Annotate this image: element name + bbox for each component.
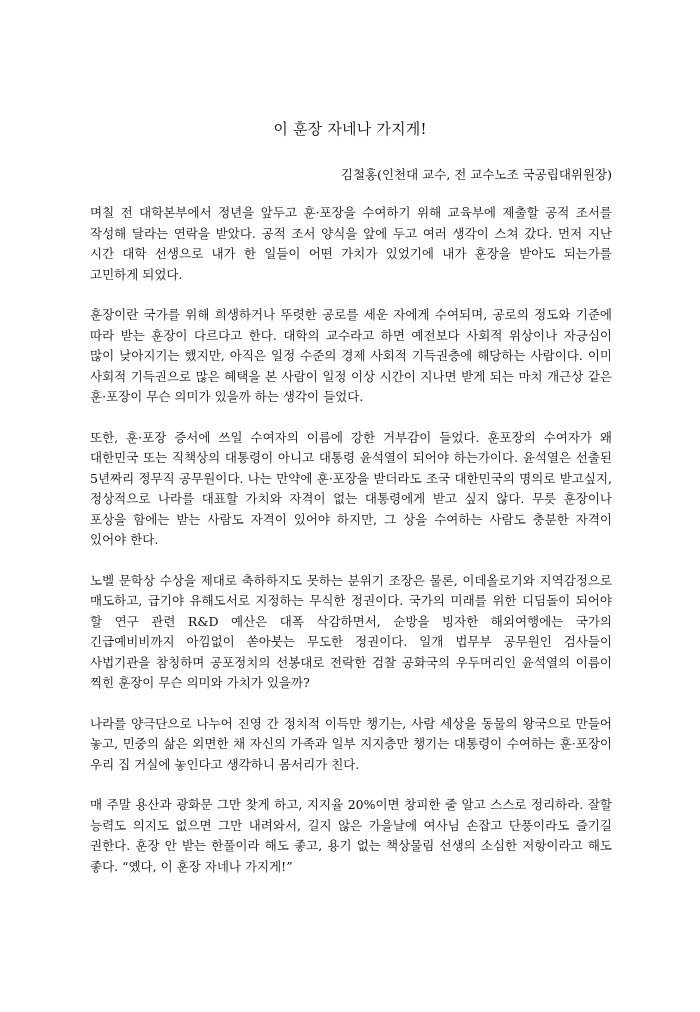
document-body: [90, 203, 612, 897]
paragraph: 훈장이란 국가를 위해 희생하거나 뚜렷한 공로를 세운 자에게 수여되며, 공로의 정도와 기준에 따라 받는 훈장이 다르다고 한다. 대학의 교수라고 하면 예전보다 사회적 위상이나 자긍심이 많이 낮아지기는 했지만, 아직은 일정 수준의 경제 사회적 기득권층에 해당하는 사람이다. 이미 사회적 기득권으로 많은 혜택을 본 사람이 일정 이상 시간이 지나면 받게 되는 마치 개근상 같은 훈·포장이 무슨 의미가 있을까 하는 생각이 들었다.: [90, 307, 612, 404]
paragraph: 며칠 전 대학본부에서 정년을 앞두고 훈·포장을 수여하기 위해 교육부에 제출할 공적 조서를 작성해 달라는 연락을 받았다. 공적 조서 양식을 앞에 두고 여러 생각이 스쳐 갔다. 먼저 지난 시간 대학 선생으로 내가 한 일들이 어떤 가치가 있었기에 내가 훈장을 받아도 되는가를 고민하게 되었다.: [90, 205, 612, 282]
paragraph: 나라를 양극단으로 나누어 진영 간 정치적 이득만 챙기는, 사람 세상을 동물의 왕국으로 만들어 놓고, 민중의 삶은 외면한 채 자신의 가족과 일부 지지층만 챙기는 대통령이 수여하는 훈·포장이 우리 집 거실에 놓인다고 생각하니 몸서리가 친다.: [90, 715, 612, 772]
paragraph: 노벨 문학상 수상을 제대로 축하하지도 못하는 분위기 조장은 물론, 이데올로기와 지역감정으로 매도하고, 급기야 유해도서로 지정하는 무식한 정권이다. 국가의 미래를 위한 디딤돌이 되어야 할 연구 관련 R&D 예산은 대폭 삭감하면서, 순방을 빙자한 해외여행에는 국가의 긴급예비비까지 아낌없이 쏟아붓는 무도한 정권이다. 일개 법무부 공무원인 검사들이 사법기관을 참칭하며 공포정치의 선봉대로 전락한 검찰 공화국의 우두머리인 윤석열의 이름이 찍힌 훈장이 무슨 의미와 가치가 있을까?: [90, 572, 612, 690]
paragraph: 매 주말 용산과 광화문 그만 찾게 하고, 지지율 20%이면 창피한 줄 알고 스스로 정리하라. 잘할 능력도 의지도 없으면 그만 내려와서, 길지 않은 가을날에 여사님 손잡고 단풍이라도 즐기길 권한다. 훈장 안 받는 한풀이라 해도 좋고, 용기 없는 책상물림 선생의 소심한 저항이라고 해도 좋다. “옜다, 이 훈장 자네나 가지게!”: [90, 797, 612, 874]
paragraph: 또한, 훈·포장 증서에 쓰일 수여자의 이름에 강한 거부감이 들었다. 훈포장의 수여자가 왜 대한민국 또는 직책상의 대통령이 아니고 대통령 윤석열이 되어야 하는가이다. 윤석열은 선출된 5년짜리 정무직 공무원이다. 나는 만약에 훈·포장을 받더라도 조국 대한민국의 명의로 받고싶지, 정상적으로 나라를 대표할 가치와 자격이 없는 대통령에게 받고 싶지 않다. 무릇 훈장이나 포상을 함에는 받는 사람도 자격이 있어야 하지만, 그 상을 수여하는 사람도 충분한 자격이 있어야 한다.: [90, 429, 612, 547]
author-line: 김철홍(인천대 교수, 전 교수노조 국공립대위원장): [340, 167, 612, 182]
document-title: 이 훈장 자네나 가지게!: [273, 120, 427, 138]
